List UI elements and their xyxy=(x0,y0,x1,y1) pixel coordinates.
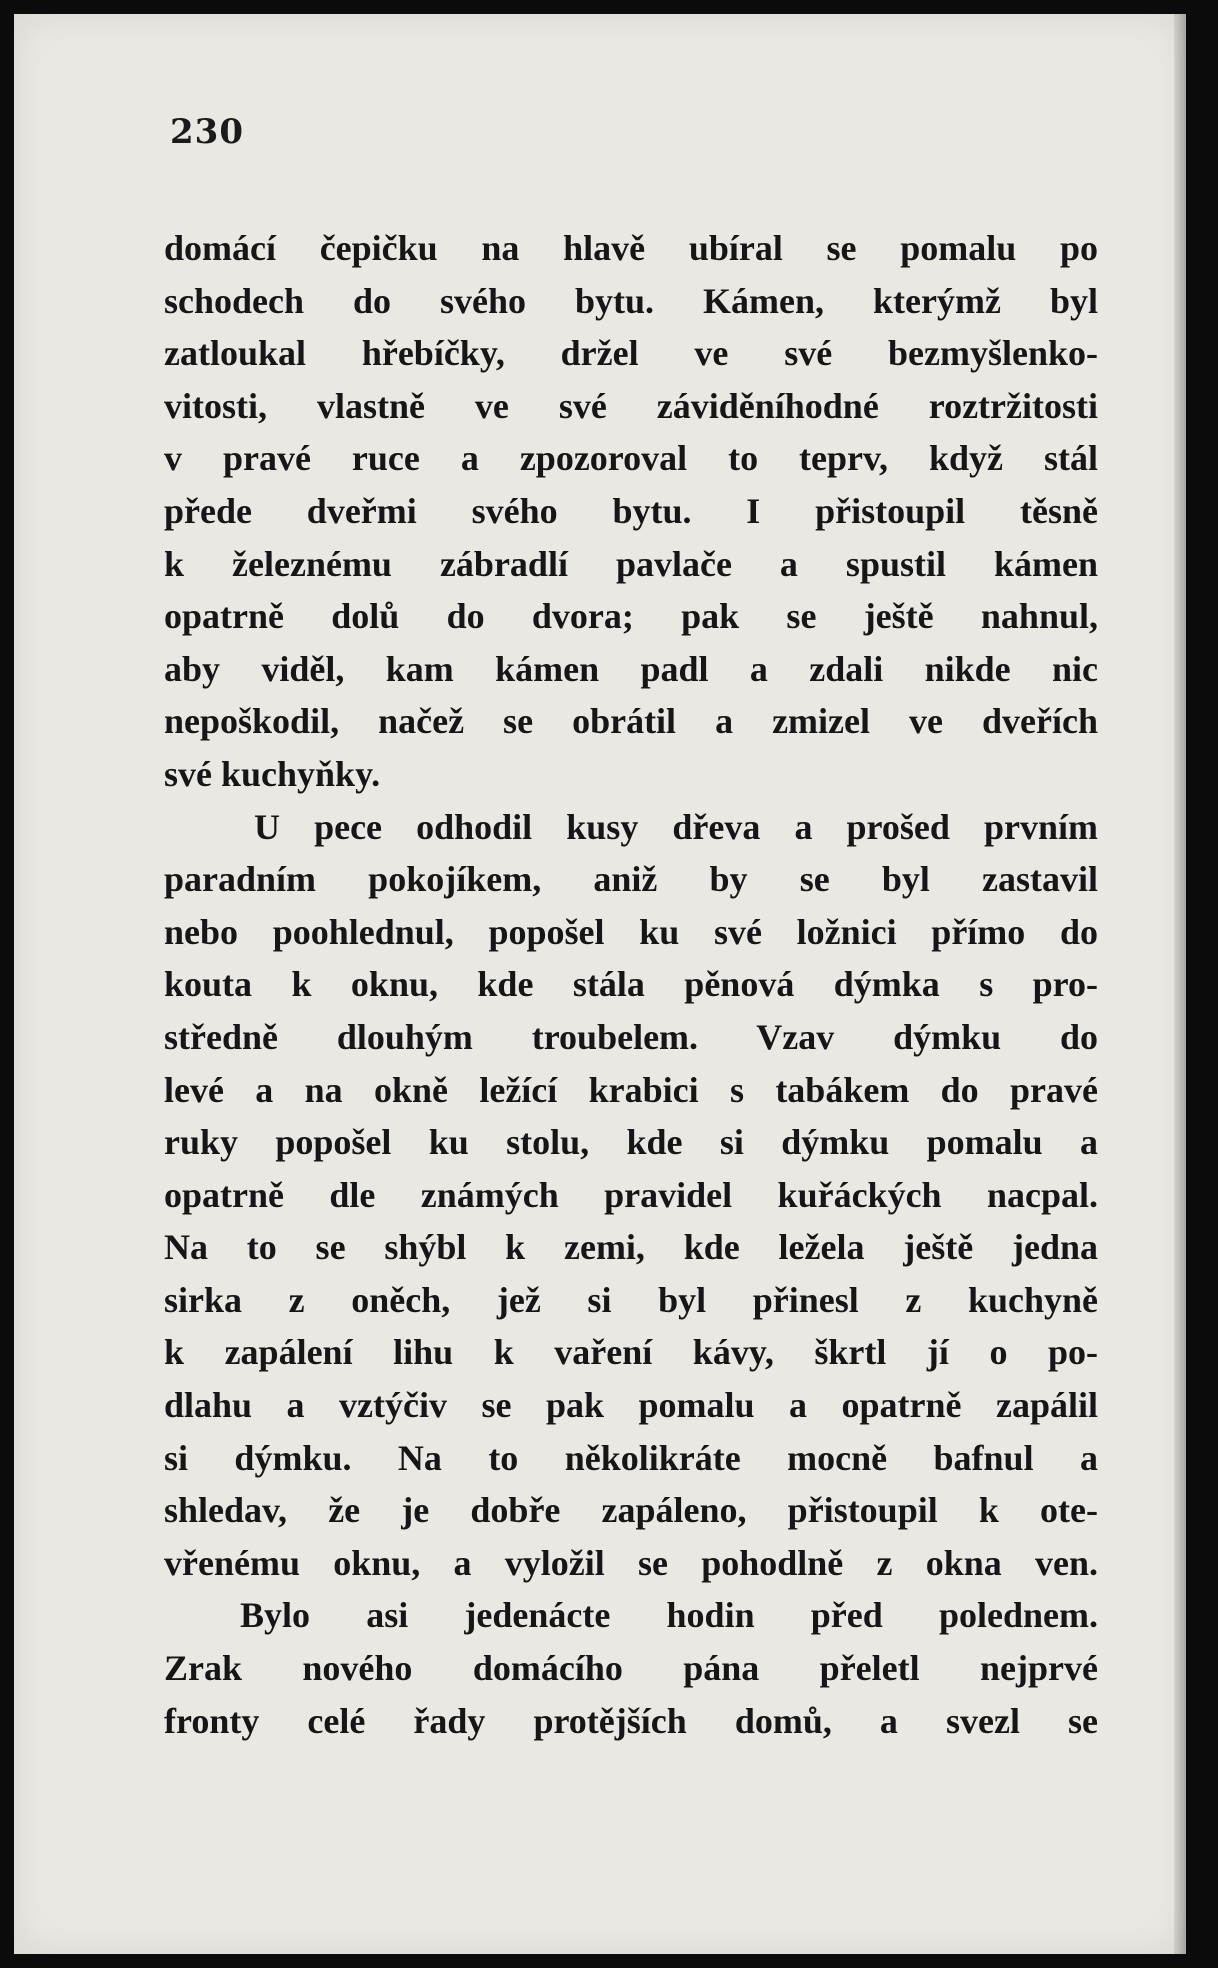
text-line: dlahu a vztýčiv se pak pomalu a opatrně zapálil xyxy=(164,1385,1098,1426)
text-line: nebo poohlednul, popošel ku své ložnici přímo do xyxy=(164,911,1098,952)
text-line: U pece odhodil kusy dřeva a prošed prvním xyxy=(254,806,1098,847)
text-line: paradním pokojíkem, aniž by se byl zastavil xyxy=(164,859,1098,900)
text-line: domácí čepičku na hlavě ubíral se pomalu po xyxy=(164,228,1098,268)
page-number: 230 xyxy=(170,112,244,152)
text-line: ruky popošel ku stolu, kde si dýmku pomalu a xyxy=(164,1122,1098,1163)
text-line: schodech do svého bytu. Kámen, kterýmž byl xyxy=(164,280,1098,321)
text-line: středně dlouhým troubelem. Vzav dýmku do xyxy=(164,1016,1098,1057)
text-line: nepoškodil, načež se obrátil a zmizel ve dveřích xyxy=(164,701,1098,742)
text-line: své kuchyňky. xyxy=(164,753,381,794)
text-line: k železnému zábradlí pavlače a spustil kámen xyxy=(164,543,1098,584)
text-line: opatrně dle známých pravidel kuřáckých nacpal. xyxy=(164,1174,1098,1215)
text-line: vřenému oknu, a vyložil se pohodlně z okna ven. xyxy=(164,1542,1098,1583)
text-line: v pravé ruce a zpozoroval to teprv, když stál xyxy=(164,438,1098,479)
text-line: vitosti, vlastně ve své záviděníhodné roztržitosti xyxy=(164,385,1098,426)
body-text xyxy=(164,222,1098,1747)
text-line: k zapálení lihu k vaření kávy, škrtl jí o po- xyxy=(164,1332,1098,1373)
page-edge-shadow xyxy=(1174,14,1186,1954)
text-line: shledav, že je dobře zapáleno, přistoupil k ote- xyxy=(164,1490,1098,1531)
text-line: Bylo asi jedenácte hodin před polednem. xyxy=(240,1595,1098,1636)
text-line: zatloukal hřebíčky, držel ve své bezmyšlenko- xyxy=(164,333,1098,374)
text-line: levé a na okně ležící krabici s tabákem do pravé xyxy=(164,1069,1098,1110)
text-line: si dýmku. Na to několikráte mocně bafnul a xyxy=(164,1437,1098,1478)
text-line: aby viděl, kam kámen padl a zdali nikde nic xyxy=(164,648,1098,689)
text-line: fronty celé řady protějších domů, a svezl se xyxy=(164,1700,1098,1741)
text-line: kouta k oknu, kde stála pěnová dýmka s pro- xyxy=(164,964,1098,1005)
text-line: Zrak nového domácího pána přeletl nejprvé xyxy=(164,1648,1098,1689)
text-line: opatrně dolů do dvora; pak se ještě nahnul, xyxy=(164,596,1098,637)
text-line: sirka z oněch, jež si byl přinesl z kuchyně xyxy=(164,1279,1098,1320)
text-line: Na to se shýbl k zemi, kde ležela ještě jedna xyxy=(164,1227,1098,1268)
text-line: přede dveřmi svého bytu. I přistoupil těsně xyxy=(164,490,1098,531)
book-page xyxy=(14,14,1186,1954)
